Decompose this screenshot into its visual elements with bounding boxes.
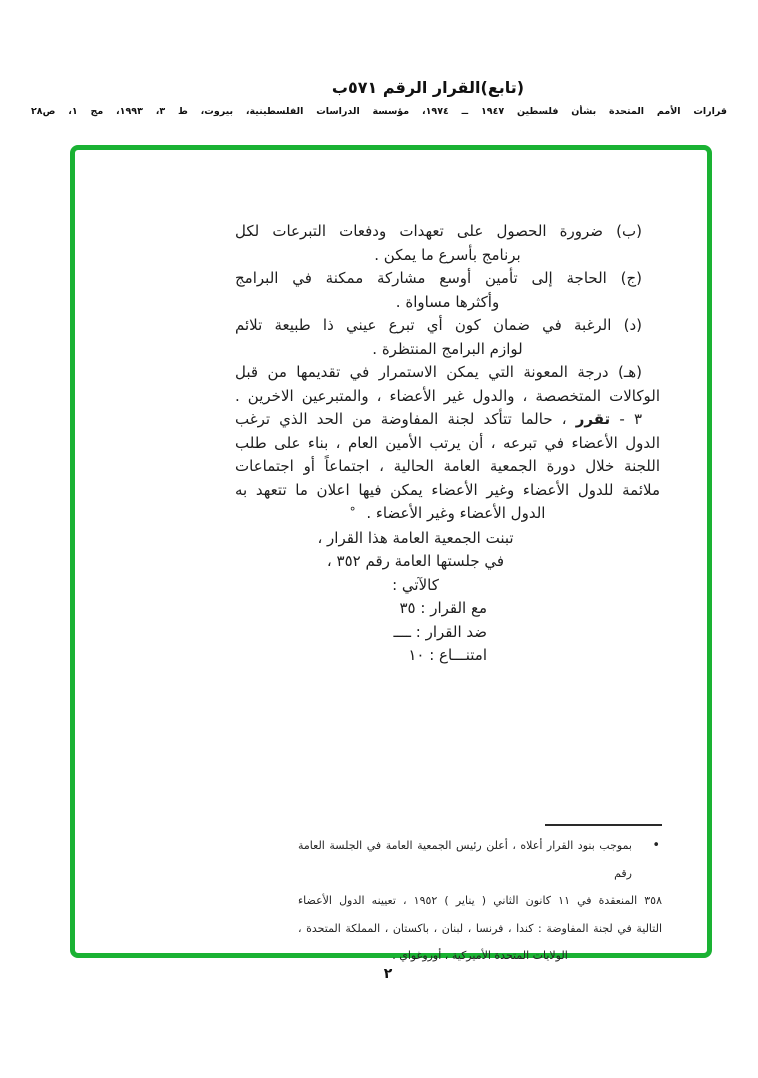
footnote-line-1-text: بموجب بنود القرار أعلاه ، أعلن رئيس الجمعية العامة في الجلسة العامة رقم	[298, 839, 632, 880]
clause3-line-1	[235, 408, 660, 432]
bullet-icon: •	[652, 838, 660, 853]
footnote-line-2: ٣٥٨ المنعقدة في ١١ كانون الثاني ( يناير ) ١٩٥٢ ، تعيينه الدول الأعضاء	[298, 894, 662, 907]
body-line-item-d-2: لوازم البرامج المنتظرة .	[372, 339, 523, 358]
vote-against-line: ضد القرار : ــــ	[393, 622, 487, 641]
clause3-line-5	[235, 502, 660, 527]
body-line-item-d-1: (د) الرغبة في ضمان كون أي تبرع عيني ذا طبيعة تلائم	[235, 316, 642, 334]
clause3-verb: تقرر	[575, 410, 611, 428]
adoption-line-1: تبنت الجمعية العامة هذا القرار ،	[317, 528, 514, 547]
clause3-rest: ، حالما تتأكد لجنة المفاوضة من الحد الذي ترغب	[235, 410, 567, 428]
resolution-text	[235, 220, 660, 668]
vote-tally-block	[235, 597, 487, 668]
adoption-line-2: في جلستها العامة رقم ٣٥٢ ،	[326, 552, 505, 570]
clause3-last-text: الدول الأعضاء وغير الأعضاء .	[366, 504, 546, 522]
body-line-item-b-2: برنامج بأسرع ما يمكن .	[374, 245, 521, 264]
page-title: (تابع)القرار الرقم ٥٧١ب	[331, 78, 525, 97]
vote-for-line: مع القرار : ٣٥	[399, 599, 487, 617]
body-line-item-b-1: (ب) ضرورة الحصول على تعهدات ودفعات التبرعات لكل	[235, 222, 642, 240]
clause3-line-2: الدول الأعضاء في تبرعه ، أن يرتب الأمين العام ، بناء على طلب	[235, 433, 660, 452]
body-line-item-h-1: (هـ) درجة المعونة التي يمكن الاستمرار في تقديمها من قبل	[235, 363, 642, 381]
footnote-block	[298, 832, 662, 970]
clause3-number: ٣ -	[619, 410, 642, 428]
citation-line: قرارات الأمم المتحدة بشأن فلسطين ١٩٤٧ ــ ١٩٧٤، مؤسسة الدراسات الفلسطينية، بيروت، ط ٣، ١٩٩٣، مج ١، ص٢٨	[31, 106, 727, 117]
clause3-line-3: اللجنة خلال دورة الجمعية العامة الحالية ، اجتماعاً أو اجتماعات	[235, 457, 660, 475]
adoption-block	[203, 527, 628, 598]
footnote-line-4: الولايات المتحدة الأميركية ، أوروغواي .	[392, 949, 568, 962]
vote-abstain-line: امتنـــاع : ١٠	[408, 646, 487, 664]
clause3-line-4: ملائمة للدول الأعضاء وغير الأعضاء يمكن فيها اعلان ما تتعهد به	[235, 480, 660, 499]
body-line-item-j-1: (ج) الحاجة إلى تأمين أوسع مشاركة ممكنة في البرامج	[235, 269, 642, 287]
footnote-separator	[545, 824, 662, 826]
body-line-item-h-2: الوكالات المتخصصة ، والدول غير الأعضاء ، والمتبرعين الاخرين .	[235, 386, 660, 405]
footnote-line-1	[298, 832, 662, 887]
adoption-line-3: كالآتي :	[392, 575, 439, 594]
page-number: ٢	[383, 966, 393, 982]
document-frame	[70, 145, 712, 962]
footnote-line-3: التالية في لجنة المفاوضة : كندا ، فرنسا ، لبنان ، باكستان ، المملكة المتحدة ،	[298, 921, 662, 935]
footnote-reference-mark: °	[349, 505, 356, 519]
body-line-item-j-2: وأكثرها مساواة .	[395, 292, 500, 311]
